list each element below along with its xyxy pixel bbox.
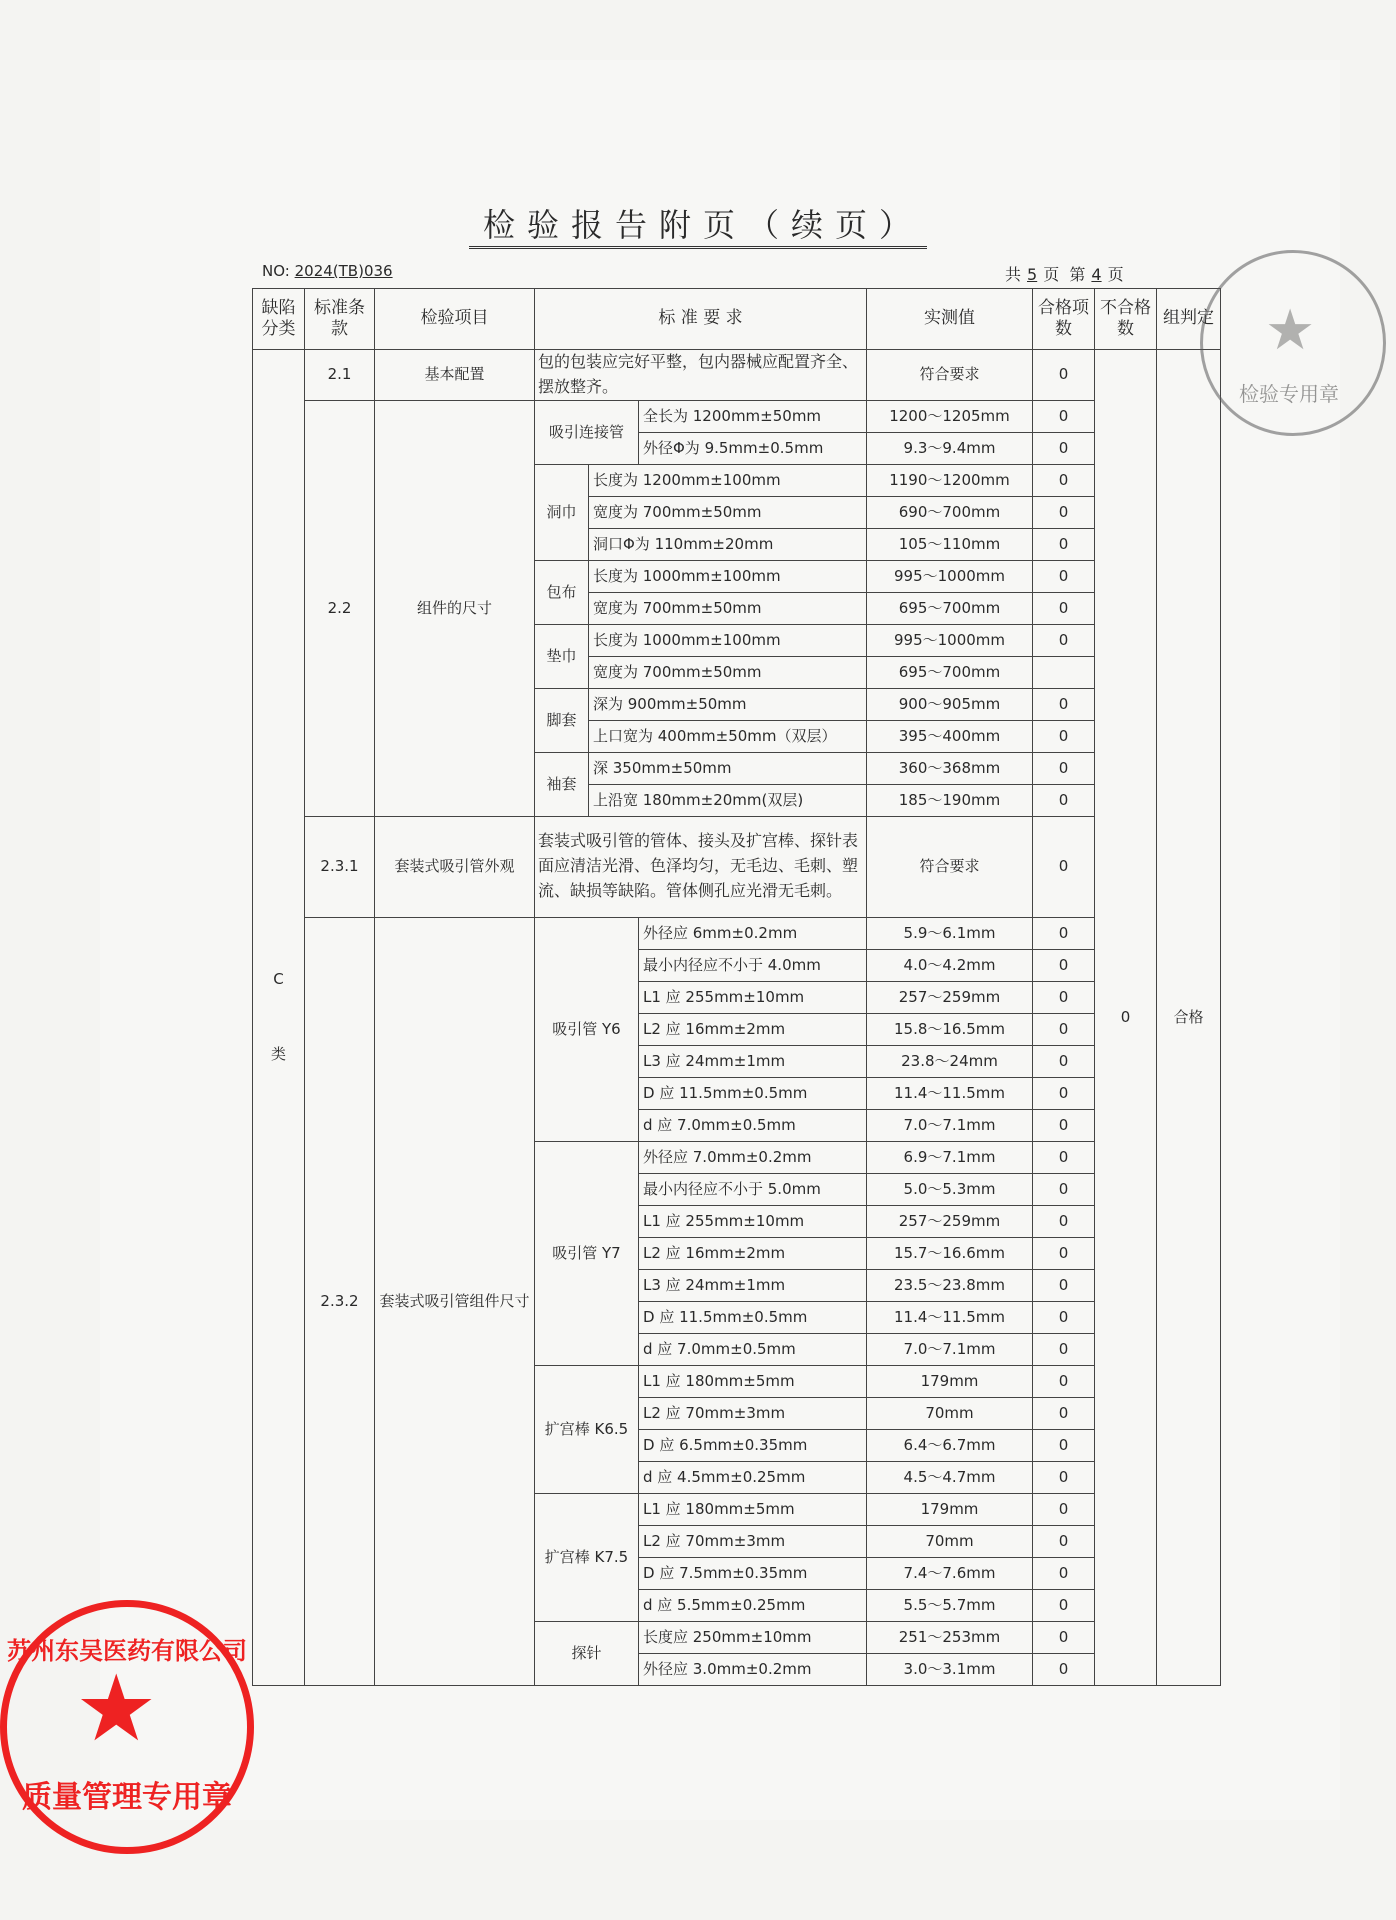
measured-cell: 4.5～4.7mm <box>867 1461 1033 1493</box>
pass-count-cell: 0 <box>1033 1525 1095 1557</box>
defect-class-cell <box>253 350 305 1686</box>
pass-count-cell: 0 <box>1033 464 1095 496</box>
inspection-stamp <box>1200 250 1386 436</box>
pass-count-cell: 0 <box>1033 1269 1095 1301</box>
measured-cell: 257～259mm <box>867 1205 1033 1237</box>
group-verdict-cell: 合格 <box>1157 350 1221 1686</box>
group-name-cell: 扩宫棒 K7.5 <box>535 1493 639 1621</box>
measured-cell: 70mm <box>867 1397 1033 1429</box>
doc-no-value: 2024(TB)036 <box>294 262 393 280</box>
inspection-table <box>252 288 1221 1686</box>
header-measured: 实测值 <box>867 289 1033 350</box>
requirement-cell: L2 应 70mm±3mm <box>639 1397 867 1429</box>
measured-cell: 9.3～9.4mm <box>867 432 1033 464</box>
header-fail-count: 不合格数 <box>1095 289 1157 350</box>
pass-count-cell: 0 <box>1033 917 1095 949</box>
company-seal-purpose: 质量管理专用章 <box>22 1780 232 1815</box>
group-name-cell: 扩宫棒 K6.5 <box>535 1365 639 1493</box>
measured-cell: 179mm <box>867 1365 1033 1397</box>
inspection-stamp-text: 检验专用章 <box>1239 382 1339 406</box>
requirement-cell: 长度应 250mm±10mm <box>639 1621 867 1653</box>
requirement-cell: 宽度为 700mm±50mm <box>589 496 867 528</box>
defect-class-suffix: 类 <box>270 1045 286 1064</box>
measured-cell: 395～400mm <box>867 720 1033 752</box>
measured-cell: 900～905mm <box>867 688 1033 720</box>
pass-count-cell: 0 <box>1033 496 1095 528</box>
requirement-cell: L1 应 255mm±10mm <box>639 981 867 1013</box>
group-name-cell: 洞巾 <box>535 464 589 560</box>
table-row <box>253 350 1221 401</box>
measured-cell: 995～1000mm <box>867 560 1033 592</box>
group-name-cell: 吸引管 Y7 <box>535 1141 639 1365</box>
header-group-verdict: 组判定 <box>1157 289 1221 350</box>
measured-cell: 7.0～7.1mm <box>867 1333 1033 1365</box>
requirement-cell: 最小内径应不小于 5.0mm <box>639 1173 867 1205</box>
measured-cell: 251～253mm <box>867 1621 1033 1653</box>
measured-cell: 11.4～11.5mm <box>867 1077 1033 1109</box>
requirement-cell: 洞口Φ为 110mm±20mm <box>589 528 867 560</box>
measured-cell: 257～259mm <box>867 981 1033 1013</box>
page-title <box>0 200 1396 246</box>
item-cell: 组件的尺寸 <box>375 400 535 816</box>
stamp-star-icon: ★ <box>1265 298 1316 363</box>
current-page: 4 <box>1091 265 1102 284</box>
pass-count-cell: 0 <box>1033 784 1095 816</box>
pass-count-cell: 0 <box>1033 1301 1095 1333</box>
total-prefix: 共 <box>1005 265 1022 284</box>
pass-count-cell: 0 <box>1033 688 1095 720</box>
measured-cell: 11.4～11.5mm <box>867 1301 1033 1333</box>
measured-cell: 23.5～23.8mm <box>867 1269 1033 1301</box>
header-requirement: 标 准 要 求 <box>535 289 867 350</box>
pass-count-cell: 0 <box>1033 1365 1095 1397</box>
measured-cell: 70mm <box>867 1525 1033 1557</box>
requirement-cell: 全长为 1200mm±50mm <box>639 400 867 432</box>
page-count <box>1005 262 1124 285</box>
table-row <box>253 400 1221 432</box>
title-text: 检验报告附页（续页） <box>469 206 927 249</box>
requirement-cell: 套装式吸引管的管体、接头及扩宫棒、探针表面应清洁光滑、色泽均匀，无毛边、毛刺、塑流、缺损等缺陷。管体侧孔应光滑无毛刺。 <box>535 816 867 917</box>
pass-count-cell <box>1033 656 1095 688</box>
group-name-cell: 吸引连接管 <box>535 400 639 464</box>
company-seal-name: 苏州东吴医药有限公司 <box>7 1637 247 1665</box>
pass-count-cell: 0 <box>1033 1557 1095 1589</box>
pass-count-cell: 0 <box>1033 1429 1095 1461</box>
requirement-cell: D 应 11.5mm±0.5mm <box>639 1301 867 1333</box>
measured-cell: 7.4～7.6mm <box>867 1557 1033 1589</box>
header-item: 检验项目 <box>375 289 535 350</box>
fail-count-cell: 0 <box>1095 350 1157 1686</box>
measured-cell: 23.8～24mm <box>867 1045 1033 1077</box>
measured-cell: 1190～1200mm <box>867 464 1033 496</box>
requirement-cell: d 应 4.5mm±0.25mm <box>639 1461 867 1493</box>
pass-count-cell: 0 <box>1033 400 1095 432</box>
header-pass-count: 合格项数 <box>1033 289 1095 350</box>
pass-count-cell: 0 <box>1033 1077 1095 1109</box>
measured-cell: 5.9～6.1mm <box>867 917 1033 949</box>
measured-cell: 6.4～6.7mm <box>867 1429 1033 1461</box>
requirement-cell: 深 350mm±50mm <box>589 752 867 784</box>
clause-cell: 2.3.1 <box>305 816 375 917</box>
measured-cell: 105～110mm <box>867 528 1033 560</box>
requirement-cell: L1 应 180mm±5mm <box>639 1365 867 1397</box>
requirement-cell: d 应 7.0mm±0.5mm <box>639 1333 867 1365</box>
measured-cell: 1200～1205mm <box>867 400 1033 432</box>
requirement-cell: L2 应 16mm±2mm <box>639 1237 867 1269</box>
requirement-cell: L1 应 255mm±10mm <box>639 1205 867 1237</box>
requirement-cell: L2 应 70mm±3mm <box>639 1525 867 1557</box>
requirement-cell: 长度为 1000mm±100mm <box>589 560 867 592</box>
pass-count-cell: 0 <box>1033 1493 1095 1525</box>
requirement-cell: 深为 900mm±50mm <box>589 688 867 720</box>
group-name-cell: 探针 <box>535 1621 639 1685</box>
requirement-cell: d 应 7.0mm±0.5mm <box>639 1109 867 1141</box>
requirement-cell: 长度为 1200mm±100mm <box>589 464 867 496</box>
measured-cell: 3.0～3.1mm <box>867 1653 1033 1685</box>
requirement-cell: 外径Φ为 9.5mm±0.5mm <box>639 432 867 464</box>
pass-count-cell: 0 <box>1033 1173 1095 1205</box>
group-name-cell: 脚套 <box>535 688 589 752</box>
pass-count-cell: 0 <box>1033 432 1095 464</box>
item-cell: 套装式吸引管组件尺寸 <box>375 917 535 1685</box>
measured-cell: 15.8～16.5mm <box>867 1013 1033 1045</box>
pass-count-cell: 0 <box>1033 592 1095 624</box>
pass-count-cell: 0 <box>1033 1333 1095 1365</box>
measured-cell: 695～700mm <box>867 656 1033 688</box>
measured-cell: 7.0～7.1mm <box>867 1109 1033 1141</box>
requirement-cell: 上沿宽 180mm±20mm(双层) <box>589 784 867 816</box>
pass-count-cell: 0 <box>1033 720 1095 752</box>
pass-count-cell: 0 <box>1033 624 1095 656</box>
requirement-cell: L2 应 16mm±2mm <box>639 1013 867 1045</box>
group-name-cell: 包布 <box>535 560 589 624</box>
requirement-cell: L3 应 24mm±1mm <box>639 1045 867 1077</box>
header-row <box>253 289 1221 350</box>
pass-count-cell: 0 <box>1033 1141 1095 1173</box>
measured-cell: 5.5～5.7mm <box>867 1589 1033 1621</box>
measured-cell: 15.7～16.6mm <box>867 1237 1033 1269</box>
pass-count-cell: 0 <box>1033 949 1095 981</box>
pass-count-cell: 0 <box>1033 1653 1095 1685</box>
requirement-cell: D 应 11.5mm±0.5mm <box>639 1077 867 1109</box>
requirement-cell: 上口宽为 400mm±50mm（双层） <box>589 720 867 752</box>
requirement-cell: d 应 5.5mm±0.25mm <box>639 1589 867 1621</box>
table-row <box>253 917 1221 949</box>
measured-cell: 符合要求 <box>867 816 1033 917</box>
requirement-cell: 长度为 1000mm±100mm <box>589 624 867 656</box>
doc-no-label: NO: <box>262 262 290 280</box>
document-number <box>262 262 393 280</box>
measured-cell: 符合要求 <box>867 350 1033 401</box>
pass-count-cell: 0 <box>1033 528 1095 560</box>
clause-cell: 2.2 <box>305 400 375 816</box>
pass-count-cell: 0 <box>1033 1461 1095 1493</box>
group-name-cell: 吸引管 Y6 <box>535 917 639 1141</box>
measured-cell: 690～700mm <box>867 496 1033 528</box>
measured-cell: 995～1000mm <box>867 624 1033 656</box>
header-clause: 标准条款 <box>305 289 375 350</box>
pass-count-cell: 0 <box>1033 1045 1095 1077</box>
requirement-cell: D 应 7.5mm±0.35mm <box>639 1557 867 1589</box>
total-suffix: 页 <box>1043 265 1060 284</box>
clause-cell: 2.1 <box>305 350 375 401</box>
current-suffix: 页 <box>1107 265 1124 284</box>
pass-count-cell: 0 <box>1033 560 1095 592</box>
pass-count-cell: 0 <box>1033 350 1095 401</box>
measured-cell: 179mm <box>867 1493 1033 1525</box>
measured-cell: 360～368mm <box>867 752 1033 784</box>
requirement-cell: 外径应 6mm±0.2mm <box>639 917 867 949</box>
total-pages: 5 <box>1027 265 1038 284</box>
company-seal <box>0 1600 254 1854</box>
requirement-cell: D 应 6.5mm±0.35mm <box>639 1429 867 1461</box>
requirement-cell: L3 应 24mm±1mm <box>639 1269 867 1301</box>
group-name-cell: 垫巾 <box>535 624 589 688</box>
pass-count-cell: 0 <box>1033 752 1095 784</box>
table-body <box>253 350 1221 1686</box>
clause-cell: 2.3.2 <box>305 917 375 1685</box>
requirement-cell: 外径应 7.0mm±0.2mm <box>639 1141 867 1173</box>
pass-count-cell: 0 <box>1033 1589 1095 1621</box>
pass-count-cell: 0 <box>1033 1621 1095 1653</box>
measured-cell: 4.0～4.2mm <box>867 949 1033 981</box>
pass-count-cell: 0 <box>1033 1237 1095 1269</box>
pass-count-cell: 0 <box>1033 816 1095 917</box>
item-cell: 套装式吸引管外观 <box>375 816 535 917</box>
requirement-cell: 最小内径应不小于 4.0mm <box>639 949 867 981</box>
measured-cell: 185～190mm <box>867 784 1033 816</box>
requirement-cell: L1 应 180mm±5mm <box>639 1493 867 1525</box>
current-prefix: 第 <box>1069 265 1086 284</box>
group-name-cell: 袖套 <box>535 752 589 816</box>
requirement-cell: 宽度为 700mm±50mm <box>589 656 867 688</box>
measured-cell: 695～700mm <box>867 592 1033 624</box>
requirement-cell: 宽度为 700mm±50mm <box>589 592 867 624</box>
pass-count-cell: 0 <box>1033 1397 1095 1429</box>
measured-cell: 5.0～5.3mm <box>867 1173 1033 1205</box>
header-defect-class: 缺陷分类 <box>253 289 305 350</box>
pass-count-cell: 0 <box>1033 1109 1095 1141</box>
pass-count-cell: 0 <box>1033 1013 1095 1045</box>
defect-class-letter: C <box>273 970 284 989</box>
table-row <box>253 816 1221 917</box>
requirement-cell: 外径应 3.0mm±0.2mm <box>639 1653 867 1685</box>
measured-cell: 6.9～7.1mm <box>867 1141 1033 1173</box>
pass-count-cell: 0 <box>1033 981 1095 1013</box>
seal-star-icon: ★ <box>75 1655 158 1762</box>
pass-count-cell: 0 <box>1033 1205 1095 1237</box>
item-cell: 基本配置 <box>375 350 535 401</box>
requirement-cell: 包的包装应完好平整，包内器械应配置齐全、摆放整齐。 <box>535 350 867 401</box>
